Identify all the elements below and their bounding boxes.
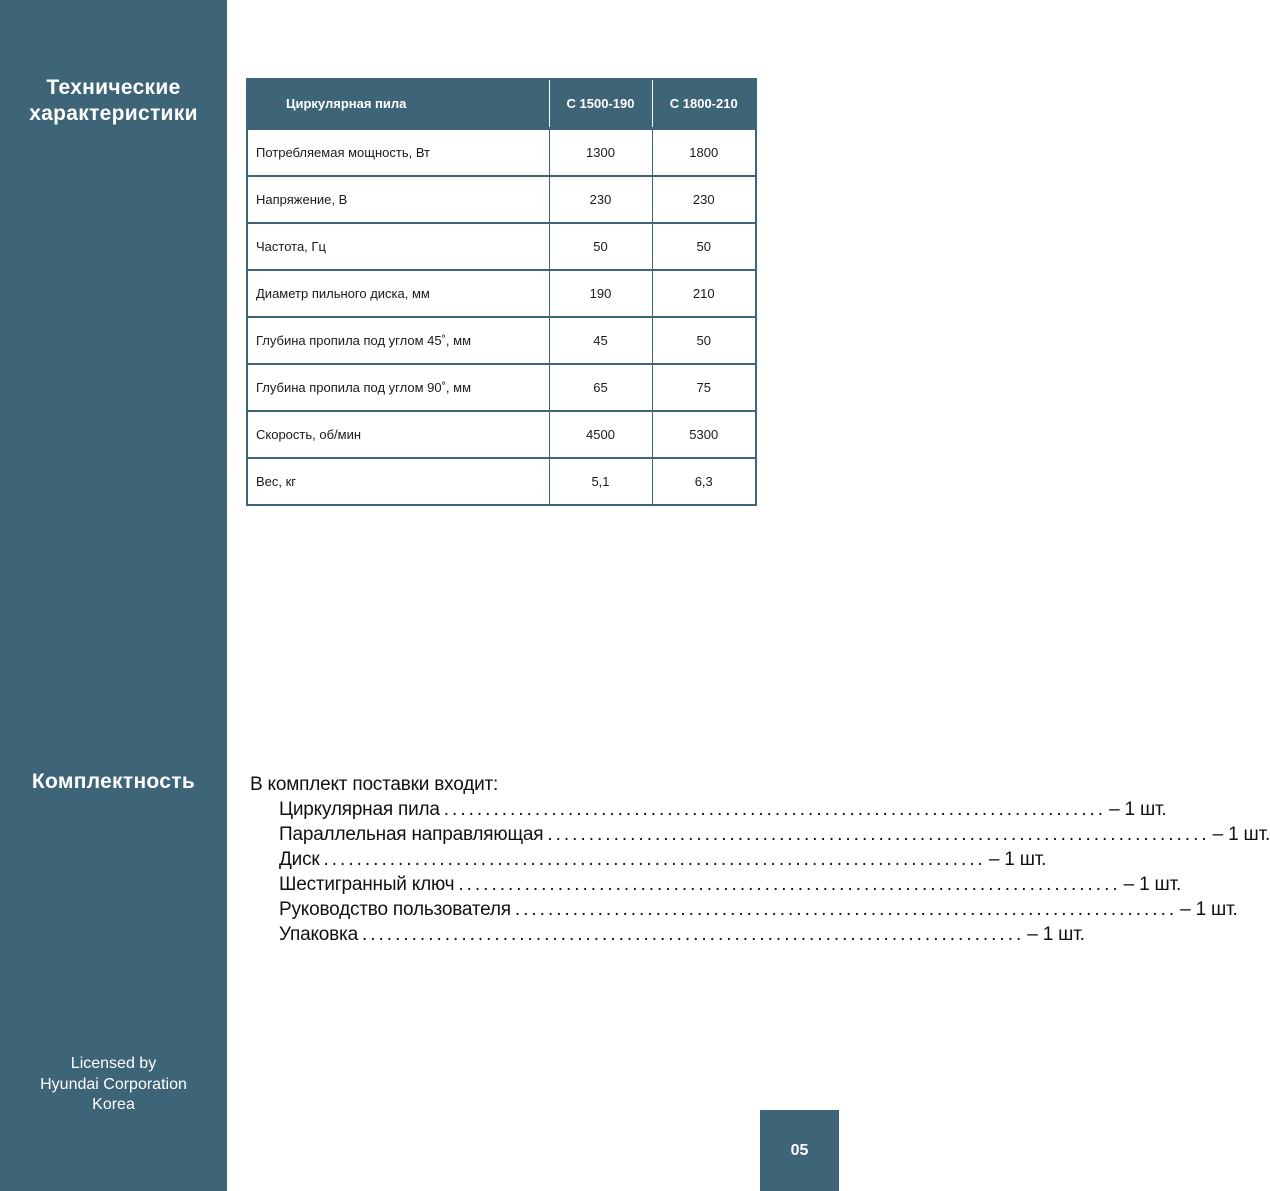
license-line-1: Licensed by xyxy=(70,1055,157,1072)
param-value-model-1: 190 xyxy=(549,270,652,317)
dot-leader: ................................................................................ xyxy=(514,899,1178,920)
table-row xyxy=(247,270,756,317)
list-item xyxy=(279,922,1085,947)
kit-item-qty: – 1 шт. xyxy=(1109,799,1167,820)
specs-heading xyxy=(0,75,227,127)
param-value-model-2: 230 xyxy=(652,176,756,223)
license-line-3: Korea xyxy=(92,1096,135,1113)
param-value-model-2: 5300 xyxy=(652,411,756,458)
param-value-model-1: 5,1 xyxy=(549,458,652,505)
list-item xyxy=(279,822,1270,847)
kit-item-qty: – 1 шт. xyxy=(988,849,1047,870)
kit-item-name: Параллельная направляющая xyxy=(279,824,544,845)
list-item xyxy=(279,897,1238,922)
kit-heading xyxy=(0,769,227,795)
table-row xyxy=(247,129,756,177)
table-row xyxy=(247,317,756,364)
param-value-model-2: 50 xyxy=(652,223,756,270)
param-name: Глубина пропила под углом 45˚, мм xyxy=(247,317,549,364)
param-name: Глубина пропила под углом 90˚, мм xyxy=(247,364,549,411)
kit-heading-text: Комплектность xyxy=(31,770,196,793)
kit-list xyxy=(279,797,1270,947)
specs-header-model-1: С 1500-190 xyxy=(549,79,652,129)
sidebar xyxy=(0,0,227,1191)
param-name: Скорость, об/мин xyxy=(247,411,549,458)
page-number-box xyxy=(760,1110,839,1191)
specs-heading-line-2: характеристики xyxy=(29,102,198,125)
param-name: Напряжение, В xyxy=(247,176,549,223)
kit-item-name: Шестигранный ключ xyxy=(279,874,455,895)
kit-item-qty: – 1 шт. xyxy=(1180,899,1238,920)
param-value-model-1: 4500 xyxy=(549,411,652,458)
license-note xyxy=(0,1054,227,1116)
kit-item-qty: – 1 шт. xyxy=(1123,874,1182,895)
param-name: Вес, кг xyxy=(247,458,549,505)
dot-leader: ................................................................................ xyxy=(323,849,986,870)
dot-leader: ................................................................................ xyxy=(443,799,1107,820)
kit-intro: В комплект поставки входит: xyxy=(250,774,499,795)
param-value-model-2: 75 xyxy=(652,364,756,411)
table-row xyxy=(247,364,756,411)
list-item xyxy=(279,872,1182,897)
param-name: Потребляемая мощность, Вт xyxy=(247,129,549,177)
param-value-model-1: 230 xyxy=(549,176,652,223)
table-row xyxy=(247,411,756,458)
page-number: 05 xyxy=(790,1141,809,1159)
dot-leader: ................................................................................ xyxy=(458,874,1121,895)
specs-table xyxy=(246,78,757,506)
param-value-model-1: 45 xyxy=(549,317,652,364)
license-line-2: Hyundai Corporation xyxy=(40,1075,187,1093)
param-name: Частота, Гц xyxy=(247,223,549,270)
dot-leader: ................................................................................ xyxy=(547,824,1210,845)
param-value-model-2: 6,3 xyxy=(652,458,756,505)
kit-item-qty: – 1 шт. xyxy=(1027,924,1085,945)
param-value-model-1: 65 xyxy=(549,364,652,411)
param-value-model-2: 50 xyxy=(652,317,756,364)
kit-item-name: Диск xyxy=(279,849,320,870)
table-row xyxy=(247,223,756,270)
param-value-model-1: 50 xyxy=(549,223,652,270)
kit-item-name: Упаковка xyxy=(279,924,358,945)
param-value-model-2: 210 xyxy=(652,270,756,317)
specs-table-header-row xyxy=(247,79,756,129)
kit-item-name: Циркулярная пила xyxy=(279,799,440,820)
specs-header-name: Циркулярная пила xyxy=(247,79,549,129)
specs-heading-line-1: Технические xyxy=(46,76,181,99)
table-row xyxy=(247,458,756,505)
param-name: Диаметр пильного диска, мм xyxy=(247,270,549,317)
specs-header-model-2: С 1800-210 xyxy=(652,79,756,129)
dot-leader: ................................................................................ xyxy=(361,924,1025,945)
param-value-model-2: 1800 xyxy=(689,145,719,160)
list-item xyxy=(279,797,1167,822)
list-item xyxy=(279,847,1047,872)
table-row xyxy=(247,176,756,223)
kit-item-qty: – 1 шт. xyxy=(1212,824,1270,845)
param-value-model-1: 1300 xyxy=(549,129,652,177)
kit-item-name: Руководство пользователя xyxy=(279,899,511,920)
